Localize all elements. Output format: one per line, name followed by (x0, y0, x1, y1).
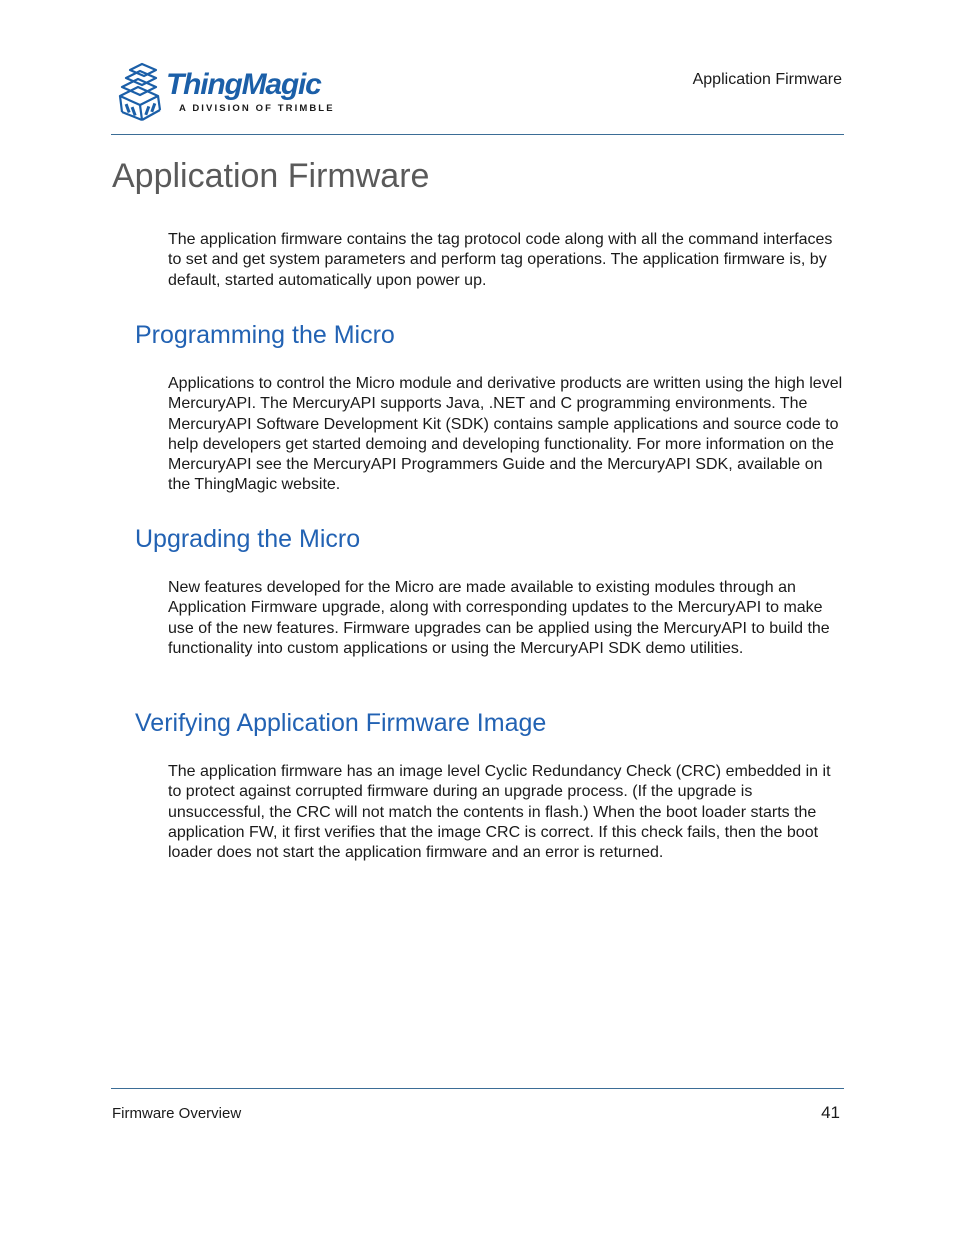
section-body-verifying: The application firmware has an image level Cyclic Redundancy Check (CRC) embedded in it to protect against corrupted firmware during an upgrade process. (If the upgrade is unsuccessful, the CRC will not match the contents in flash.) When the boot loader starts the application FW, it first verifies that the image CRC is correct. If this check fails, then the boot loader does not start the application firmware and an error is returned. (168, 763, 831, 862)
logo-wordmark: ThingMagic (166, 68, 321, 101)
stacked-tags-logo-icon (116, 62, 166, 124)
page-title: Application Firmware (112, 157, 430, 195)
section-body-programming: Applications to control the Micro module and derivative products are written using the high level MercuryAPI. The MercuryAPI supports Java, .NET and C programming environments. The MercuryAPI Software Development Kit (SDK) contains sample applications and source code to help developers get started demoing and developing functionality. For more information on the MercuryAPI see the MercuryAPI Programmers Guide and the MercuryAPI SDK, available on the ThingMagic website. (168, 375, 843, 494)
footer-divider (111, 1088, 844, 1089)
section-heading-verifying: Verifying Application Firmware Image (135, 709, 547, 737)
section-body-upgrading: New features developed for the Micro are made available to existing modules through an Application Firmware upgrade, along with corresponding updates to the MercuryAPI to make use of the new features. Firmware upgrades can be applied using the MercuryAPI to build the functionality into custom applications or using the MercuryAPI SDK demo utilities. (168, 579, 830, 657)
logo-tagline: A DIVISION OF TRIMBLE (179, 103, 335, 114)
footer-section-name: Firmware Overview (112, 1105, 242, 1122)
intro-paragraph: The application firmware contains the tag protocol code along with all the command interfaces to set and get system parameters and perform tag operations. The application firmware is, by default, started automatically upon power up. (168, 231, 833, 289)
section-heading-programming: Programming the Micro (135, 321, 395, 349)
section-heading-upgrading: Upgrading the Micro (135, 525, 361, 553)
header-divider (111, 134, 844, 135)
thingmagic-logo (116, 62, 335, 126)
page-number: 41 (821, 1103, 840, 1122)
running-header-title: Application Firmware (692, 71, 842, 88)
